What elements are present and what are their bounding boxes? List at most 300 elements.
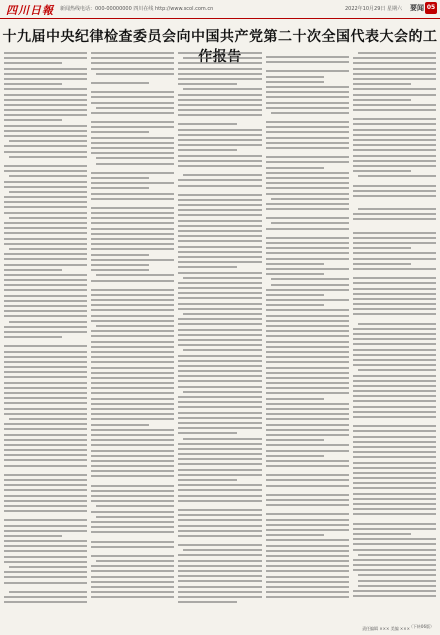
body-text-line — [4, 519, 87, 521]
body-text-line — [353, 528, 436, 530]
body-text-line — [91, 586, 174, 588]
body-text-line — [91, 500, 174, 502]
body-text-line — [4, 479, 87, 481]
body-text-line — [91, 304, 174, 306]
body-text-line — [9, 217, 87, 219]
body-text-line — [96, 163, 174, 165]
body-text-line — [178, 155, 261, 157]
body-text-line — [266, 591, 349, 593]
body-text-line — [4, 88, 87, 90]
body-text-line — [4, 576, 87, 578]
body-text-line — [178, 220, 261, 222]
body-text-line — [353, 487, 436, 489]
body-text-line — [4, 310, 87, 312]
body-text-line — [91, 294, 174, 296]
body-text-line — [91, 439, 174, 441]
body-text-line — [358, 369, 436, 371]
body-text-line — [4, 114, 87, 116]
body-text-line — [271, 284, 349, 286]
body-text-line — [91, 228, 174, 230]
body-text-line — [353, 165, 436, 167]
body-text-line — [91, 264, 149, 266]
body-text-line — [178, 272, 261, 274]
body-text-line — [353, 385, 436, 387]
body-text-line — [266, 479, 349, 481]
body-text-line — [96, 157, 174, 159]
body-text-line — [178, 474, 261, 476]
body-text-line — [266, 367, 349, 369]
body-text-line — [266, 494, 349, 496]
body-text-line — [353, 68, 436, 70]
body-text-line — [4, 104, 87, 106]
body-text-line — [4, 392, 87, 394]
body-text-line — [266, 356, 349, 358]
body-text-line — [91, 576, 174, 578]
body-text-line — [178, 500, 261, 502]
body-text-line — [353, 436, 436, 438]
body-text-line — [353, 328, 436, 330]
body-text-line — [91, 455, 174, 457]
body-text-line — [91, 351, 174, 353]
body-text-line — [178, 94, 261, 96]
body-text-line — [91, 465, 174, 467]
body-text-line — [4, 238, 87, 240]
body-text-line — [266, 387, 349, 389]
body-text-line — [353, 298, 436, 300]
masthead-meta: 新闻热线电话：000-00000000 四川在线 http://www.scol.com.cn — [60, 6, 214, 12]
body-text-line — [266, 382, 349, 384]
body-text-line — [178, 144, 261, 146]
body-text-line — [9, 191, 87, 193]
body-text-line — [353, 349, 436, 351]
body-text-line — [266, 581, 349, 583]
body-text-line — [4, 125, 87, 127]
body-text-line — [91, 259, 174, 261]
body-text-line — [4, 331, 87, 333]
body-text-line — [178, 185, 261, 187]
body-text-line — [266, 392, 349, 394]
body-text-line — [353, 99, 411, 101]
body-text-line — [266, 499, 349, 501]
body-text-line — [266, 177, 349, 179]
body-text-line — [91, 475, 174, 477]
body-text-line — [266, 330, 349, 332]
body-text-line — [178, 149, 236, 151]
body-text-line — [266, 586, 349, 588]
body-text-line — [91, 96, 174, 98]
body-text-line — [353, 477, 436, 479]
body-text-line — [353, 78, 436, 80]
body-text-line — [4, 295, 87, 297]
body-text-line — [178, 422, 261, 424]
body-text-line — [183, 277, 261, 279]
body-text-line — [353, 390, 436, 392]
body-text-line — [178, 519, 261, 521]
body-text-line — [178, 235, 261, 237]
body-text-line — [178, 194, 261, 196]
body-text-line — [178, 412, 261, 414]
body-text-line — [178, 380, 261, 382]
body-text-line — [4, 449, 87, 451]
body-text-line — [353, 123, 436, 125]
body-text-line — [266, 570, 349, 572]
body-text-line — [178, 432, 236, 434]
body-text-line — [9, 248, 87, 250]
body-text-line — [91, 177, 149, 179]
body-text-line — [353, 232, 436, 234]
body-text-line — [4, 413, 87, 415]
body-text-line — [266, 258, 349, 260]
body-text-line — [178, 292, 261, 294]
body-text-line — [353, 303, 436, 305]
body-text-line — [353, 467, 436, 469]
body-text-line — [4, 402, 87, 404]
body-text-line — [91, 112, 174, 114]
body-text-line — [353, 62, 436, 64]
body-text-line — [178, 565, 261, 567]
body-text-line — [4, 151, 87, 153]
body-text-line — [91, 372, 174, 374]
body-text-line — [4, 284, 87, 286]
body-text-line — [266, 247, 349, 249]
body-text-line — [178, 204, 261, 206]
body-text-line — [4, 540, 87, 542]
body-text-line — [91, 57, 174, 59]
body-text-line — [266, 403, 349, 405]
body-text-line — [178, 308, 261, 310]
body-text-line — [178, 297, 261, 299]
body-text-line — [353, 559, 436, 561]
body-text-line — [353, 416, 436, 418]
body-text-line — [91, 495, 174, 497]
body-text-line — [266, 550, 349, 552]
body-text-line — [9, 175, 87, 177]
body-text-line — [178, 129, 261, 131]
body-text-line — [178, 544, 261, 546]
page-number-badge: 05 — [425, 2, 437, 14]
body-text-line — [178, 282, 261, 284]
body-text-line — [91, 531, 174, 533]
body-text-line — [4, 459, 87, 461]
body-text-line — [266, 565, 349, 567]
body-text-line — [4, 545, 87, 547]
body-text-line — [178, 134, 261, 136]
body-text-line — [91, 152, 174, 154]
body-text-line — [9, 418, 87, 420]
body-text-line — [353, 139, 436, 141]
body-text-line — [178, 199, 261, 201]
body-text-line — [266, 187, 349, 189]
body-text-line — [358, 175, 436, 177]
body-text-line — [91, 408, 174, 410]
body-text-line — [266, 361, 349, 363]
body-text-line — [353, 456, 436, 458]
body-text-line — [266, 429, 349, 431]
body-text-line — [353, 258, 436, 260]
body-text-line — [178, 179, 261, 181]
body-text-line — [353, 277, 436, 279]
body-text-line — [178, 214, 261, 216]
body-text-line — [4, 300, 87, 302]
body-text-line — [178, 329, 261, 331]
body-text-line — [358, 585, 436, 587]
body-text-line — [4, 376, 87, 378]
body-text-line — [353, 160, 436, 162]
body-text-line — [178, 375, 261, 377]
body-text-line — [178, 68, 261, 70]
body-text-line — [353, 430, 436, 432]
body-text-line — [4, 258, 87, 260]
body-text-line — [91, 91, 174, 93]
body-text-line — [353, 482, 436, 484]
body-text-line — [353, 263, 411, 265]
body-text-line — [91, 238, 174, 240]
body-text-line — [178, 591, 261, 593]
body-text-line — [266, 398, 324, 400]
body-text-line — [266, 474, 349, 476]
body-text-line — [96, 274, 174, 276]
body-text-line — [178, 344, 261, 346]
body-text-line — [9, 321, 87, 323]
body-text-line — [266, 315, 349, 317]
body-text-line — [91, 137, 174, 139]
body-text-line — [4, 201, 87, 203]
body-text-line — [4, 289, 87, 291]
body-text-line — [91, 377, 174, 379]
body-text-line — [353, 242, 436, 244]
body-text-line — [91, 248, 174, 250]
body-text-line — [178, 386, 261, 388]
body-text-line — [91, 254, 149, 256]
body-text-line — [4, 484, 87, 486]
body-text-line — [4, 423, 87, 425]
body-text-line — [178, 458, 261, 460]
body-text-line — [353, 282, 436, 284]
body-text-line — [178, 99, 261, 101]
body-text-line — [266, 182, 349, 184]
body-text-line — [91, 222, 174, 224]
body-text-line — [91, 212, 174, 214]
body-text-line — [266, 299, 349, 301]
body-text-line — [91, 398, 174, 400]
body-text-line — [4, 505, 87, 507]
body-text-line — [4, 428, 87, 430]
body-text-line — [4, 444, 87, 446]
body-text-line — [4, 73, 87, 75]
body-text-line — [266, 539, 349, 541]
body-text-line — [353, 118, 436, 120]
body-text-line — [4, 119, 62, 121]
body-text-line — [353, 313, 436, 315]
body-text-line — [4, 510, 87, 512]
body-text-line — [266, 217, 349, 219]
body-text-line — [353, 247, 411, 249]
body-text-line — [91, 172, 174, 174]
body-text-line — [4, 439, 87, 441]
body-text-line — [91, 555, 174, 557]
body-text-line — [178, 530, 261, 532]
body-text-line — [91, 346, 174, 348]
body-text-line — [91, 147, 174, 149]
body-text-line — [4, 530, 87, 532]
body-text-line — [4, 165, 87, 167]
body-text-line — [358, 323, 436, 325]
body-text-line — [96, 73, 174, 75]
body-text-line — [91, 382, 174, 384]
body-text-line — [4, 57, 87, 59]
body-text-line — [91, 102, 174, 104]
body-text-line — [91, 142, 174, 144]
body-text-line — [4, 68, 87, 70]
body-text-line — [91, 341, 174, 343]
body-text-line — [353, 268, 436, 270]
body-text-line — [353, 569, 436, 571]
body-text-line — [91, 470, 174, 472]
body-text-line — [178, 303, 261, 305]
page-footer — [0, 624, 440, 635]
body-text-line — [353, 190, 436, 192]
body-text-line — [353, 333, 436, 335]
body-text-line — [353, 170, 411, 172]
body-text-line — [91, 315, 174, 317]
body-text-line — [4, 351, 87, 353]
body-text-line — [266, 424, 349, 426]
body-text-line — [183, 313, 261, 315]
body-text-line — [178, 586, 261, 588]
body-text-line — [91, 511, 174, 513]
body-text-line — [353, 134, 436, 136]
body-text-line — [183, 88, 261, 90]
body-text-line — [353, 359, 436, 361]
body-text-line — [266, 513, 349, 515]
body-text-line — [91, 591, 174, 593]
body-text-line — [178, 209, 261, 211]
body-text-line — [91, 361, 174, 363]
body-text-line — [266, 596, 349, 598]
body-text-line — [266, 126, 349, 128]
body-text-line — [183, 174, 261, 176]
body-text-line — [4, 181, 87, 183]
body-text-line — [178, 525, 261, 527]
body-text-line — [4, 227, 87, 229]
body-text-line — [9, 156, 87, 158]
body-text-line — [266, 455, 324, 457]
text-column-1 — [4, 52, 87, 624]
body-text-line — [178, 83, 236, 85]
body-text-line — [266, 485, 349, 487]
body-text-line — [178, 165, 261, 167]
body-text-line — [266, 346, 349, 348]
body-text-line — [353, 109, 436, 111]
body-text-line — [178, 417, 261, 419]
body-text-line — [4, 474, 87, 476]
body-text-line — [96, 505, 174, 507]
body-text-line — [266, 504, 349, 506]
body-text-line — [178, 104, 261, 106]
body-text-line — [266, 576, 349, 578]
body-text-line — [4, 196, 87, 198]
article-body-columns — [4, 52, 436, 624]
body-text-line — [91, 418, 174, 420]
body-text-line — [178, 246, 261, 248]
body-text-line — [178, 509, 261, 511]
body-text-line — [353, 144, 436, 146]
body-text-line — [4, 130, 87, 132]
body-text-line — [266, 465, 349, 467]
body-text-line — [178, 443, 261, 445]
body-text-line — [4, 232, 87, 234]
body-text-line — [178, 489, 261, 491]
body-text-line — [4, 550, 87, 552]
body-text-line — [353, 425, 436, 427]
body-text-line — [4, 264, 87, 266]
body-text-line — [266, 555, 349, 557]
body-text-line — [91, 356, 174, 358]
body-text-line — [4, 535, 62, 537]
body-text-line — [266, 309, 349, 311]
editor-credit: 责任编辑 ××× 美编 ××× — [362, 626, 410, 631]
body-text-line — [266, 61, 349, 63]
body-text-line — [183, 438, 261, 440]
body-text-line — [4, 279, 87, 281]
body-text-line — [266, 408, 349, 410]
body-text-line — [91, 52, 174, 54]
body-text-line — [4, 52, 87, 54]
body-text-line — [353, 523, 436, 525]
body-text-line — [353, 595, 436, 597]
text-column-5 — [353, 52, 436, 624]
body-text-line — [266, 96, 349, 98]
body-text-line — [353, 380, 436, 382]
body-text-line — [4, 571, 87, 573]
body-text-line — [178, 225, 261, 227]
body-text-line — [9, 140, 87, 142]
body-text-line — [266, 439, 324, 441]
body-text-line — [266, 560, 349, 562]
body-text-line — [266, 273, 324, 275]
body-text-line — [271, 198, 349, 200]
body-text-line — [353, 503, 436, 505]
body-text-line — [178, 580, 261, 582]
body-text-line — [178, 123, 236, 125]
body-text-line — [4, 525, 87, 527]
text-column-2 — [91, 52, 174, 624]
body-text-line — [91, 460, 174, 462]
body-text-line — [353, 400, 436, 402]
body-text-line — [178, 139, 261, 141]
body-text-line — [91, 450, 174, 452]
body-text-line — [353, 213, 436, 215]
body-text-line — [178, 78, 261, 80]
body-text-line — [4, 336, 62, 338]
body-text-line — [266, 147, 349, 149]
body-text-line — [4, 315, 87, 317]
body-text-line — [4, 170, 87, 172]
body-text-line — [266, 167, 324, 169]
body-text-line — [4, 269, 62, 271]
body-text-line — [91, 243, 174, 245]
body-text-line — [178, 256, 261, 258]
body-text-line — [266, 320, 349, 322]
body-text-line — [266, 91, 349, 93]
body-text-line — [353, 472, 436, 474]
body-text-line — [178, 370, 261, 372]
body-text-line — [353, 446, 436, 448]
body-text-line — [4, 274, 87, 276]
body-text-line — [96, 560, 174, 562]
body-text-line — [4, 596, 87, 598]
body-text-line — [353, 129, 436, 131]
